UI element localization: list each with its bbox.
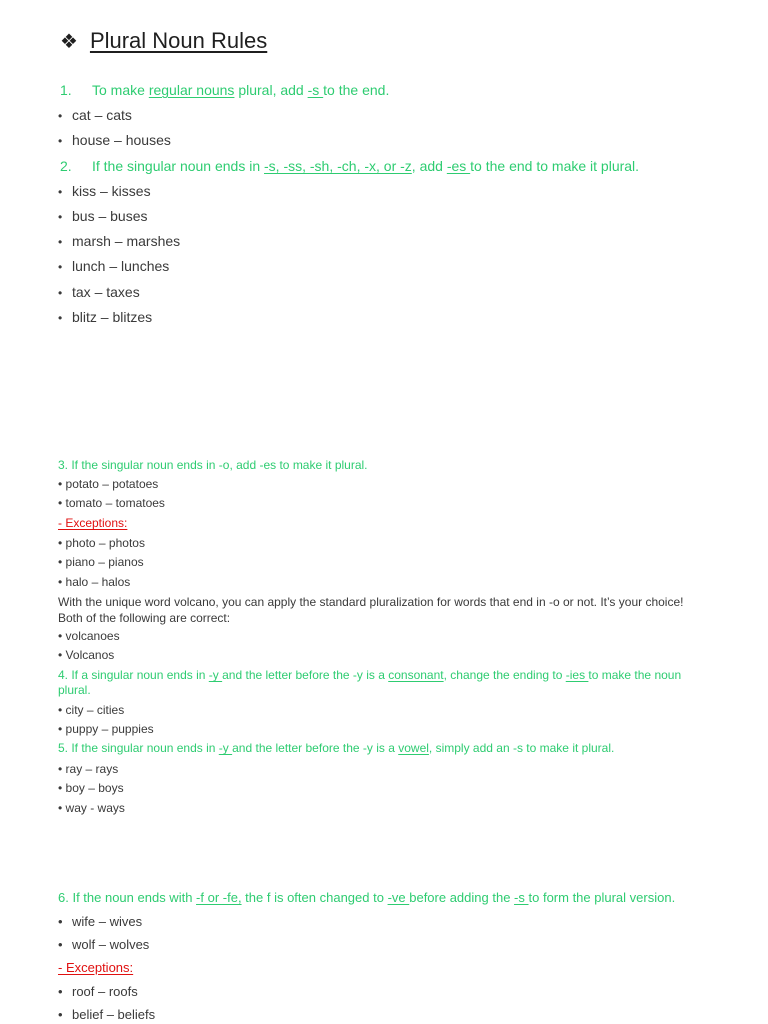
list-item: • tomato – tomatoes — [58, 496, 165, 510]
list-item: • puppy – puppies — [58, 722, 154, 736]
list-item: • house – houses — [58, 132, 171, 148]
rule-2-heading: 2. If the singular noun ends in -s, -ss, -sh, -ch, -x, or -z, add -es to the end to make it plural. — [60, 158, 640, 174]
volcano-note: With the unique word volcano, you can apply the standard pluralization for words that end in -o or not. It’s your choice! Both of the following are correct: — [58, 595, 684, 625]
list-item: • piano – pianos — [58, 555, 144, 569]
list-item: • ray – rays — [58, 762, 119, 776]
list-item: • Volcanos — [58, 648, 115, 662]
list-item: • volcanoes — [58, 629, 120, 643]
list-item: • tax – taxes — [58, 284, 140, 300]
page-title: ❖ Plural Noun Rules — [60, 28, 268, 53]
list-item: • wolf – wolves — [58, 937, 150, 952]
list-item: • roof – roofs — [58, 984, 138, 999]
rule-4-heading: 4. If a singular noun ends in -y and the letter before the -y is a consonant, change the ending to -ies to make the noun plural. — [58, 668, 682, 697]
rule-1-heading: 1. To make regular nouns plural, add -s to the end. — [60, 82, 390, 98]
diamond-bullet-icon: ❖ — [60, 31, 76, 53]
rule-5-heading: 5. If the singular noun ends in -y and the letter before the -y is a vowel, simply add an -s to make it plural. — [58, 741, 615, 755]
list-item: • photo – photos — [58, 536, 145, 550]
list-item: • marsh – marshes — [58, 233, 181, 249]
list-item: • potato – potatoes — [58, 477, 159, 491]
list-item: • bus – buses — [58, 208, 148, 224]
list-item: • city – cities — [58, 703, 125, 717]
exceptions-label: - Exceptions: — [58, 516, 128, 530]
rule-3-heading: 3. If the singular noun ends in -o, add -es to make it plural. — [58, 458, 368, 472]
list-item: • belief – beliefs — [58, 1007, 156, 1022]
list-item: • halo – halos — [58, 575, 131, 589]
list-item: • lunch – lunches — [58, 258, 170, 274]
list-item: • boy – boys — [58, 781, 124, 795]
list-item: • kiss – kisses — [58, 183, 151, 199]
list-item: • cat – cats — [58, 107, 132, 123]
list-item: • wife – wives — [58, 914, 143, 929]
exceptions-label: - Exceptions: — [58, 960, 134, 975]
list-item: • way - ways — [58, 801, 125, 815]
list-item: • blitz – blitzes — [58, 309, 153, 325]
rule-6-heading: 6. If the noun ends with -f or -fe, the f is often changed to -ve before adding the -s to form the plural version. — [58, 890, 676, 905]
